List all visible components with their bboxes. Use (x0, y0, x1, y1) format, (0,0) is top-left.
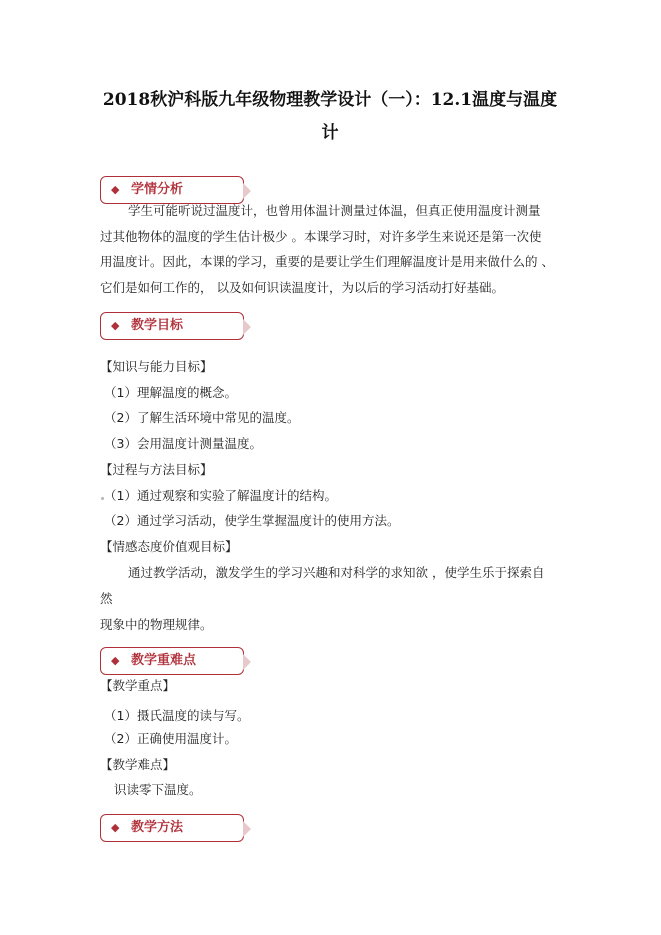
paragraph-line: 然 (100, 591, 113, 606)
list-item: （3）会用温度计测量温度。 (104, 436, 262, 451)
paragraph-line: 它们是如何工作的， 以及如何识读温度计，为以后的学习活动打好基础。 (100, 280, 504, 295)
title-line-1: 2018秋沪科版九年级物理教学设计（一）：12.1温度与温度 (102, 90, 558, 110)
heading-tail-decoration (243, 319, 251, 335)
section-heading-label: 教学重难点 (131, 653, 197, 668)
heading-tail-decoration (243, 821, 251, 837)
section-heading-label: 教学方法 (131, 820, 184, 835)
diamond-icon: ◆ (111, 654, 120, 667)
list-item: （2）正确使用温度计。 (104, 731, 237, 746)
subheading-focus: 【教学重点】 (100, 678, 176, 693)
list-item: （1）摄氏温度的读与写。 (104, 708, 250, 723)
section-heading-keypoints (100, 647, 244, 675)
paragraph-line: 通过教学活动，激发学生的学习兴趣和对科学的求知欲 ，使学生乐于探索自 (128, 565, 545, 580)
subheading-process: 【过程与方法目标】 (100, 462, 213, 477)
title-line-2: 计 (321, 123, 339, 143)
paragraph-line: 过其他物体的温度的学生估计极少 。本课学习时，对许多学生来说还是第一次使 (100, 229, 542, 244)
diamond-icon: ◆ (111, 319, 120, 332)
paragraph-line: 学生可能听说过温度计，也曾用体温计测量过体温，但真正使用温度计测量 (128, 203, 541, 218)
heading-tail-decoration (243, 183, 251, 199)
section-heading-analysis (100, 176, 244, 204)
diamond-icon: ◆ (111, 183, 120, 196)
paragraph-line: 用温度计。因此，本课的学习，重要的是要让学生们理解温度计是用来做什么的 、 (100, 254, 554, 269)
section-heading-goals (100, 312, 244, 340)
list-item: （2）了解生活环境中常见的温度。 (104, 410, 300, 425)
subheading-emotion: 【情感态度价值观目标】 (100, 539, 238, 554)
list-item: 识读零下温度。 (114, 782, 202, 797)
section-heading-methods (100, 814, 244, 842)
section-heading-label: 教学目标 (131, 318, 184, 333)
list-item: （1）理解温度的概念。 (104, 385, 237, 400)
subheading-difficulty: 【教学难点】 (100, 757, 176, 772)
list-item: （1）通过观察和实验了解温度计的结构。 (104, 488, 337, 503)
paragraph-line: 现象中的物理规律。 (100, 617, 213, 632)
diamond-icon: ◆ (111, 821, 120, 834)
list-item: （2）通过学习活动，使学生掌握温度计的使用方法。 (104, 513, 400, 528)
heading-tail-decoration (243, 654, 251, 670)
document-title (90, 84, 570, 150)
section-heading-label: 学情分析 (131, 182, 184, 197)
subheading-knowledge: 【知识与能力目标】 (100, 359, 213, 374)
